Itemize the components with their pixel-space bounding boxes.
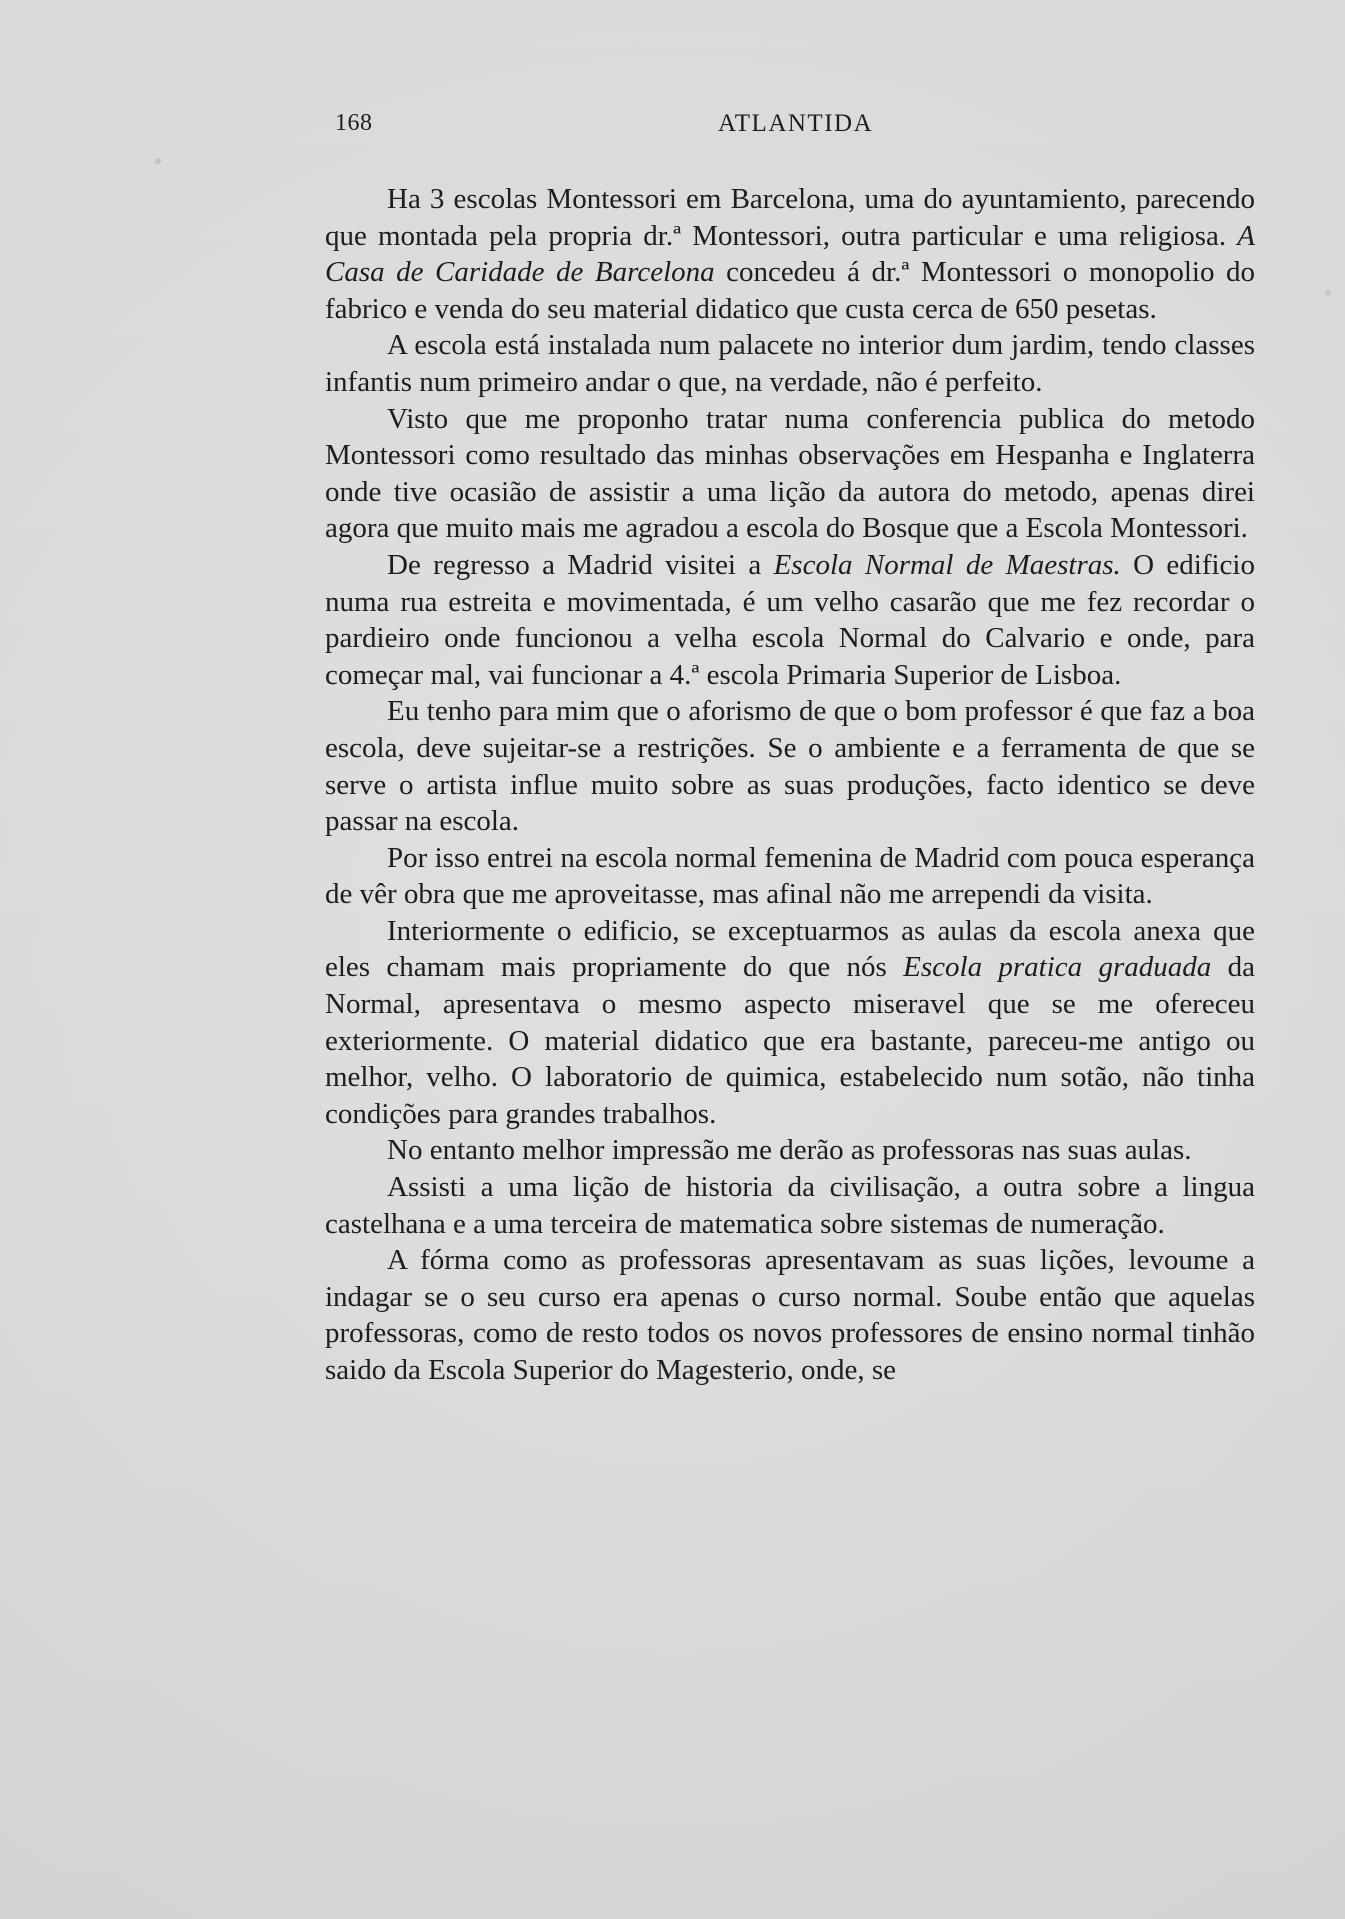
paragraph-3-text: Visto que me proponho tratar numa conferencia publica do metodo Montessori como resultado das minhas observações em Hespanha e Inglaterra onde tive ocasião de assistir a uma lição da autora do metodo, apenas direi agora que muito mais me agradou a escola do Bosque que a Escola Montessori.	[325, 402, 1255, 545]
paragraph-3	[325, 401, 1255, 547]
paragraph-9	[325, 1169, 1255, 1242]
body-text	[325, 181, 1255, 1389]
paragraph-6-text: Por isso entrei na escola normal femenina de Madrid com pouca esperança de vêr obra que me aproveitasse, mas afinal não me arrependi da visita.	[325, 841, 1255, 911]
paragraph-7-text-2: da Normal, apresentava o mesmo aspecto miseravel que se me ofereceu exteriormente. O material didatico que era bastante, pareceu-me antigo ou melhor, velho. O laboratorio de quimica, estabelecido num sotão, não tinha condições para grandes trabalhos.	[325, 951, 1255, 1130]
paragraph-1	[325, 181, 1255, 327]
paragraph-5-text: Eu tenho para mim que o aforismo de que o bom professor é que faz a boa escola, deve sujeitar-se a restrições. Se o ambiente e a ferramenta de que se serve o artista influe muito sobre as suas produções, facto identico se deve passar na escola.	[325, 695, 1255, 838]
paragraph-10	[325, 1242, 1255, 1388]
paragraph-4-text-1: De regresso a Madrid visitei a	[387, 548, 774, 581]
paragraph-9-text: Assisti a uma lição de historia da civilisação, a outra sobre a lingua castelhana e a uma terceira de matematica sobre sistemas de numeração.	[325, 1171, 1255, 1240]
paragraph-10-text: A fórma como as professoras apresentavam as suas lições, levoume a indagar se o seu curso era apenas o curso normal. Soube então que aquelas professoras, como de resto todos os novos professores de ensino normal tinhão saido da Escola Superior do Magesterio, onde, se	[325, 1244, 1255, 1386]
paragraph-4-italic: Escola Normal de Maestras.	[773, 548, 1121, 581]
paragraph-1-italic: A Casa de Caridade de Barcelona	[325, 219, 1255, 289]
running-title: ATLANTIDA	[718, 110, 874, 137]
speck-mark	[1325, 290, 1331, 296]
paragraph-2-text: A escola está instalada num palacete no interior dum jardim, tendo classes infantis num primeiro andar o que, na verdade, não é perfeito.	[325, 329, 1255, 398]
paragraph-8-text: No entanto melhor impressão me derão as professoras nas suas aulas.	[387, 1134, 1192, 1167]
paragraph-7-text-1: Interiormente o edificio, se exceptuarmos as aulas da escola anexa que eles chamam mais propriamente do que nós	[325, 914, 1255, 984]
speck-mark	[155, 158, 161, 164]
page-number: 168	[335, 110, 373, 136]
paragraph-7-italic: Escola pratica graduada	[903, 951, 1212, 984]
page-header	[335, 110, 1335, 150]
paragraph-4-text-2: O edificio numa rua estreita e movimentada, é um velho casarão que me fez recordar o pardieiro onde funcionou a velha escola Normal do Calvario e onde, para começar mal, vai funcionar a 4.ª escola Primaria Superior de Lisboa.	[325, 548, 1255, 691]
paragraph-6	[325, 840, 1255, 913]
paragraph-1-text-2: concedeu á dr.ª Montessori o monopolio do fabrico e venda do seu material didatico que custa cerca de 650 pesetas.	[325, 256, 1255, 325]
paragraph-8	[325, 1132, 1255, 1169]
paragraph-5	[325, 693, 1255, 839]
paragraph-2	[325, 327, 1255, 400]
paragraph-1-text-1: Ha 3 escolas Montessori em Barcelona, uma do ayuntamiento, parecendo que montada pela propria dr.ª Montessori, outra particular e uma religiosa.	[325, 183, 1255, 252]
paragraph-4	[325, 547, 1255, 693]
paragraph-7	[325, 913, 1255, 1133]
